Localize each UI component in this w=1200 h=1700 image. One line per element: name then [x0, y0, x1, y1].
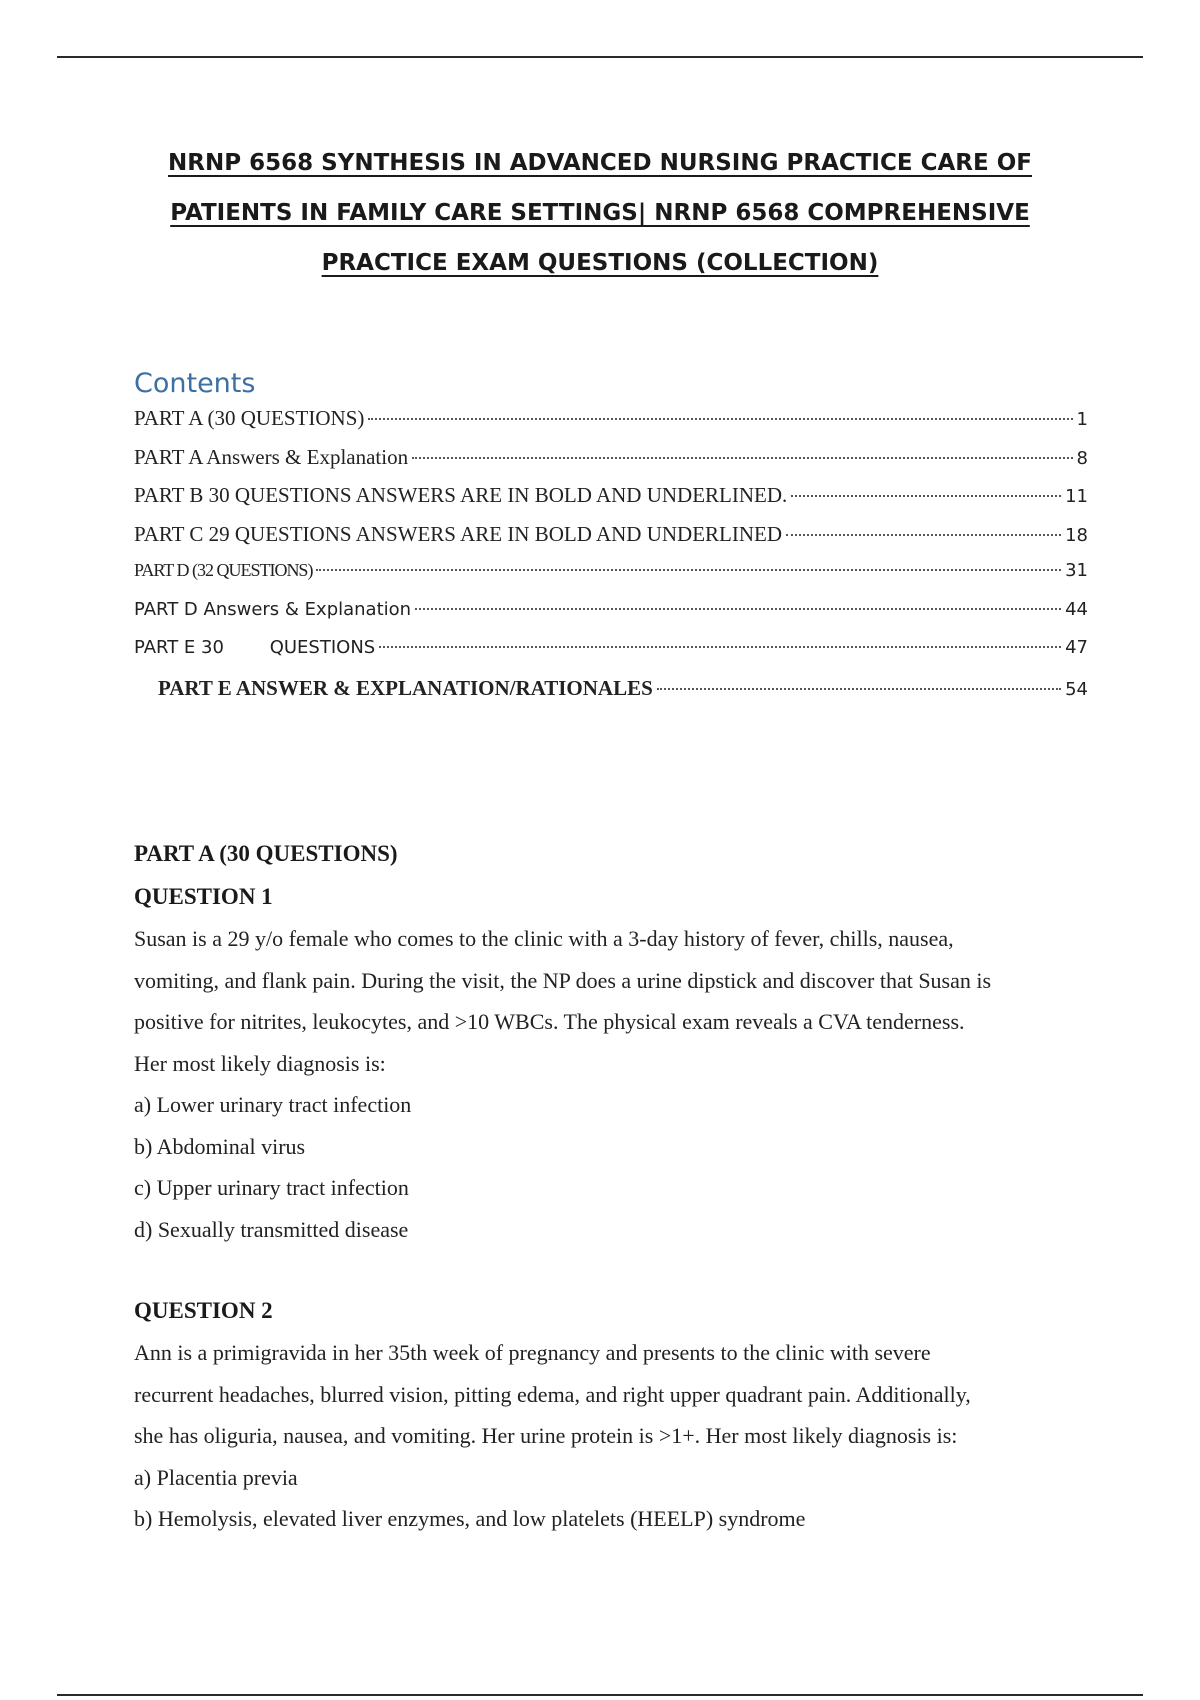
question-stem-line: Her most likely diagnosis is:	[134, 1050, 386, 1076]
toc-entry-page: 31	[1065, 560, 1088, 581]
header-rule	[57, 56, 1143, 58]
toc-entry-part-e-answers[interactable]	[134, 676, 1088, 715]
toc-entry-part-e[interactable]	[134, 637, 1088, 676]
toc-entry-label: PART D Answers & Explanation	[134, 598, 412, 620]
question-stem-line: she has oliguria, nausea, and vomiting. Her urine protein is >1+. Her most likely diagnosis is:	[134, 1423, 958, 1448]
toc-leader-dots	[415, 608, 1061, 610]
toc-entry-label: PART A (30 QUESTIONS)	[134, 406, 365, 430]
footer-rule	[57, 1694, 1143, 1696]
answer-option: b) Abdominal virus	[134, 1133, 306, 1159]
toc-leader-dots	[379, 646, 1061, 648]
toc-entry-page: 44	[1065, 598, 1088, 620]
toc-entry-part-a-answers[interactable]	[134, 445, 1088, 484]
section-heading-part-a: PART A (30 QUESTIONS)	[134, 841, 398, 866]
answer-option: a) Placentia previa	[134, 1464, 298, 1490]
toc-entry-label: PART B 30 QUESTIONS ANSWERS ARE IN BOLD AND UNDERLINED.	[134, 483, 788, 507]
toc-leader-dots	[368, 418, 1072, 420]
question-stem-line: Susan is a 29 y/o female who comes to the clinic with a 3-day history of fever, chills, nausea,	[134, 926, 954, 951]
toc-entry-label: PART D (32 QUESTIONS)	[134, 560, 313, 580]
answer-option: b) Hemolysis, elevated liver enzymes, and low platelets (HEELP) syndrome	[134, 1506, 806, 1531]
document-body	[134, 832, 1094, 1540]
toc-leader-dots	[786, 534, 1061, 536]
title-line-2: PATIENTS IN FAMILY CARE SETTINGS| NRNP 6568 COMPREHENSIVE	[170, 200, 1030, 226]
table-of-contents	[134, 406, 1088, 714]
toc-entry-page: 54	[1065, 678, 1088, 700]
title-line-3: PRACTICE EXAM QUESTIONS (COLLECTION)	[321, 250, 879, 276]
question-stem-line: Ann is a primigravida in her 35th week of pregnancy and presents to the clinic with severe	[134, 1340, 931, 1365]
title-line-1: NRNP 6568 SYNTHESIS IN ADVANCED NURSING PRACTICE CARE OF	[168, 150, 1032, 176]
answer-option: a) Lower urinary tract infection	[134, 1092, 412, 1117]
toc-leader-dots	[791, 495, 1061, 497]
toc-entry-label: PART C 29 QUESTIONS ANSWERS ARE IN BOLD AND UNDERLINED	[134, 521, 783, 546]
question-2	[134, 1290, 1094, 1540]
document-title	[80, 138, 1120, 288]
spacer	[134, 1250, 1094, 1290]
toc-leader-dots	[316, 569, 1061, 571]
answer-option: d) Sexually transmitted disease	[134, 1216, 409, 1242]
question-stem-line: vomiting, and flank pain. During the visit, the NP does a urine dipstick and discover that Susan is	[134, 967, 992, 993]
toc-entry-page: 11	[1065, 486, 1088, 507]
toc-heading: Contents	[134, 368, 256, 399]
toc-entry-label: PART E ANSWER & EXPLANATION/RATIONALES	[158, 675, 653, 700]
toc-leader-dots	[412, 457, 1072, 459]
toc-entry-label: PART A Answers & Explanation	[134, 444, 409, 469]
toc-entry-part-b[interactable]	[134, 483, 1088, 522]
toc-entry-page: 47	[1065, 637, 1088, 658]
toc-entry-page: 1	[1076, 409, 1088, 430]
toc-entry-label: PART E 30 QUESTIONS	[134, 637, 376, 658]
question-stem-line: recurrent headaches, blurred vision, pitting edema, and right upper quadrant pain. Additionally,	[134, 1381, 971, 1407]
answer-option: c) Upper urinary tract infection	[134, 1175, 409, 1200]
question-stem-line: positive for nitrites, leukocytes, and >10 WBCs. The physical exam reveals a CVA tenderness.	[134, 1009, 965, 1034]
toc-entry-page: 18	[1065, 524, 1088, 546]
toc-entry-part-a[interactable]	[134, 406, 1088, 445]
question-heading: QUESTION 2	[134, 1298, 273, 1323]
toc-entry-part-d-answers[interactable]	[134, 599, 1088, 638]
question-1	[134, 876, 1094, 1250]
toc-leader-dots	[657, 688, 1061, 690]
toc-entry-part-d[interactable]	[134, 560, 1088, 599]
question-heading: QUESTION 1	[134, 884, 273, 909]
toc-entry-page: 8	[1076, 447, 1088, 469]
toc-entry-part-c[interactable]	[134, 522, 1088, 561]
